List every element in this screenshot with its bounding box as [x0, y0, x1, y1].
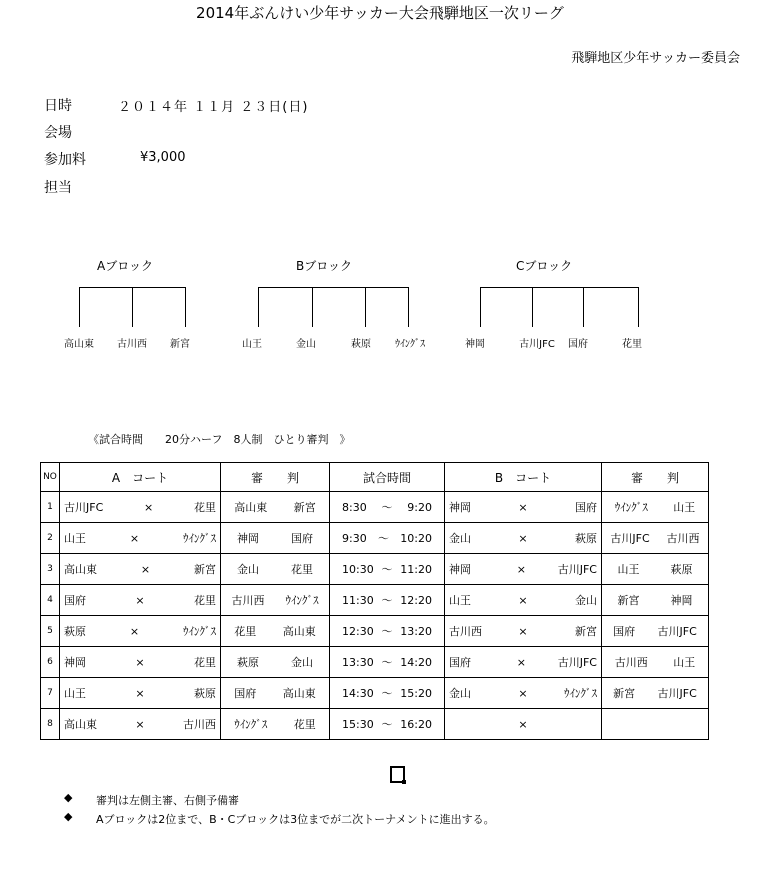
a-away-team: ｳｲﾝｸﾞｽ — [183, 532, 216, 545]
time-end: 16:20 — [400, 717, 432, 731]
b-main-referee: ｳｲﾝｸﾞｽ — [614, 501, 648, 514]
time-end: 9:20 — [407, 500, 432, 514]
a-away-team: 新宮 — [194, 563, 216, 576]
table-row — [41, 554, 709, 585]
vs-mark: × — [135, 717, 145, 731]
b-court-match — [445, 647, 602, 678]
a-main-referee: 金山 — [237, 563, 259, 576]
time-tilde: ～ — [381, 501, 393, 514]
header-no: NO — [41, 463, 60, 492]
row-number: 6 — [41, 647, 60, 678]
block-a-team: 高山東 — [64, 339, 94, 350]
block-c-team: 神岡 — [465, 339, 485, 350]
a-away-team: 花里 — [194, 656, 216, 669]
match-time — [330, 492, 445, 523]
a-away-team: 花里 — [193, 501, 216, 514]
time-tilde: ～ — [378, 532, 389, 545]
b-away-team: 国府 — [575, 501, 597, 514]
a-court-match — [60, 492, 221, 523]
row-number: 5 — [41, 616, 60, 647]
a-court-match — [60, 678, 221, 709]
a-main-referee: 花里 — [234, 625, 257, 638]
header-b-court: B コート — [445, 463, 602, 492]
b-home-team: 神岡 — [449, 501, 471, 514]
block-c-leg — [532, 287, 533, 327]
block-c-team: 国府 — [568, 339, 588, 350]
table-row — [41, 709, 709, 740]
a-main-referee: 高山東 — [234, 501, 268, 514]
time-start: 12:30 — [342, 624, 374, 638]
time-end: 13:20 — [400, 624, 432, 638]
a-home-team: 山王 — [64, 532, 86, 545]
block-b-team: 金山 — [296, 339, 316, 350]
time-tilde: ～ — [381, 687, 393, 700]
b-home-team: 神岡 — [449, 563, 471, 576]
vs-mark: × — [129, 624, 140, 638]
b-away-team: 新宮 — [575, 625, 597, 638]
info-label-venue: 会場 — [44, 125, 72, 141]
a-away-team: 萩原 — [194, 687, 216, 700]
time-tilde: ～ — [381, 718, 393, 731]
vs-mark: × — [518, 686, 528, 700]
vs-mark: × — [129, 531, 140, 545]
table-row — [41, 523, 709, 554]
time-tilde: ～ — [381, 656, 393, 669]
info-label-date: 日時 — [44, 98, 72, 114]
a-court-match — [60, 523, 221, 554]
block-b-team: 山王 — [242, 339, 262, 350]
vs-mark: × — [516, 655, 526, 669]
b-home-team: 古川西 — [449, 625, 482, 638]
block-b-leg — [312, 287, 313, 327]
block-c-leg — [583, 287, 584, 327]
block-b-title: Bブロック — [296, 259, 352, 273]
a-court-match — [60, 554, 221, 585]
time-start: 15:30 — [342, 717, 374, 731]
block-b-bar — [258, 287, 409, 288]
block-a-leg — [79, 287, 80, 327]
vs-mark: × — [518, 500, 528, 514]
vs-mark: × — [135, 655, 145, 669]
vs-mark: × — [135, 593, 145, 607]
row-number: 8 — [41, 709, 60, 740]
time-end: 14:20 — [400, 655, 432, 669]
match-time — [330, 616, 445, 647]
a-sub-referee: 花里 — [291, 563, 313, 576]
a-referees — [221, 585, 330, 616]
time-end: 10:20 — [400, 531, 432, 545]
vs-mark: × — [140, 562, 151, 576]
b-court-match — [445, 616, 602, 647]
vs-mark: × — [518, 717, 528, 731]
block-b-leg — [258, 287, 259, 327]
row-number: 4 — [41, 585, 60, 616]
block-c-team: 古川JFC — [519, 339, 555, 350]
vs-mark: × — [518, 593, 528, 607]
info-value-date: ２０１４年 １１月 ２３日(日) — [118, 100, 309, 115]
time-start: 9:30 — [342, 531, 367, 545]
block-b-team: ｳｲﾝｸﾞｽ — [395, 339, 425, 350]
a-home-team: 神岡 — [64, 656, 86, 669]
a-referees — [221, 492, 330, 523]
a-sub-referee: 高山東 — [282, 687, 316, 700]
block-c-leg — [480, 287, 481, 327]
time-end: 12:20 — [400, 593, 432, 607]
time-start: 10:30 — [342, 562, 374, 576]
a-home-team: 国府 — [64, 594, 86, 607]
a-referees — [221, 709, 330, 740]
a-main-referee: 古川西 — [231, 594, 265, 607]
block-c-bar — [480, 287, 639, 288]
time-start: 11:30 — [342, 593, 374, 607]
a-home-team: 古川JFC — [64, 501, 104, 514]
b-main-referee: 山王 — [617, 563, 640, 576]
b-main-referee: 新宮 — [613, 687, 636, 700]
match-time — [330, 678, 445, 709]
a-court-match — [60, 647, 221, 678]
b-referees — [602, 616, 709, 647]
note-advance: Aブロックは2位まで、B・Cブロックは3位までが二次トーナメントに進出する。 — [96, 813, 495, 826]
block-a-title: Aブロック — [97, 259, 153, 273]
b-sub-referee: 山王 — [673, 656, 696, 669]
b-sub-referee: 古川JFC — [657, 687, 697, 700]
b-away-team: 金山 — [575, 594, 597, 607]
match-time — [330, 523, 445, 554]
match-format-note: 《試合時間 20分ハーフ 8人制 ひとり審判 》 — [88, 433, 351, 446]
a-away-team: 古川西 — [183, 718, 216, 731]
block-a-leg — [185, 287, 186, 327]
time-tilde: ～ — [381, 563, 393, 576]
table-row — [41, 492, 709, 523]
a-referees — [221, 616, 330, 647]
row-number: 1 — [41, 492, 60, 523]
b-main-referee: 新宮 — [617, 594, 640, 607]
b-sub-referee: 古川西 — [666, 532, 700, 545]
table-header-row — [41, 463, 709, 492]
b-court-match — [445, 678, 602, 709]
b-home-team: 金山 — [449, 687, 471, 700]
info-value-fee: ¥3,000 — [140, 150, 186, 165]
header-a-court: A コート — [60, 463, 221, 492]
table-row — [41, 678, 709, 709]
header-referee-a: 審 判 — [221, 463, 330, 492]
match-time — [330, 647, 445, 678]
b-sub-referee: 神岡 — [670, 594, 693, 607]
header-time: 試合時間 — [330, 463, 445, 492]
bullet-icon: ◆ — [64, 810, 73, 823]
row-number: 3 — [41, 554, 60, 585]
b-away-team: 古川JFC — [557, 656, 597, 669]
a-home-team: 山王 — [64, 687, 86, 700]
block-c-leg — [638, 287, 639, 327]
a-home-team: 萩原 — [64, 625, 86, 638]
info-label-staff: 担当 — [44, 180, 72, 196]
a-sub-referee: 国府 — [291, 532, 313, 545]
a-court-match — [60, 709, 221, 740]
b-home-team: 金山 — [449, 532, 471, 545]
schedule-body — [41, 492, 709, 740]
row-number: 7 — [41, 678, 60, 709]
a-court-match — [60, 585, 221, 616]
b-main-referee: 古川西 — [614, 656, 648, 669]
block-a-team: 古川西 — [117, 339, 147, 350]
a-home-team: 高山東 — [64, 718, 97, 731]
a-referees — [221, 554, 330, 585]
a-referees — [221, 678, 330, 709]
a-court-match — [60, 616, 221, 647]
b-court-match — [445, 554, 602, 585]
a-main-referee: ｳｲﾝｸﾞｽ — [234, 718, 268, 731]
block-b-leg — [408, 287, 409, 327]
organizer: 飛騨地区少年サッカー委員会 — [571, 51, 740, 66]
a-sub-referee: 高山東 — [282, 625, 316, 638]
info-label-fee: 参加料 — [44, 152, 86, 168]
document-title: 2014年ぶんけい少年サッカー大会飛騨地区一次リーグ — [196, 4, 564, 22]
b-referees — [602, 647, 709, 678]
block-b-leg — [365, 287, 366, 327]
b-court-match — [445, 585, 602, 616]
b-referees — [602, 585, 709, 616]
table-row — [41, 647, 709, 678]
vs-mark: × — [144, 500, 154, 514]
a-main-referee: 萩原 — [237, 656, 259, 669]
time-start: 13:30 — [342, 655, 374, 669]
vs-mark: × — [516, 562, 526, 576]
a-referees — [221, 523, 330, 554]
block-c-team: 花里 — [622, 339, 642, 350]
block-c-title: Cブロック — [516, 259, 573, 273]
match-time — [330, 554, 445, 585]
header-referee-b: 審 判 — [602, 463, 709, 492]
a-home-team: 高山東 — [64, 563, 97, 576]
a-sub-referee: 金山 — [291, 656, 313, 669]
match-time — [330, 585, 445, 616]
b-home-team: 国府 — [449, 656, 471, 669]
bullet-icon: ◆ — [64, 791, 73, 804]
block-a-leg — [132, 287, 133, 327]
b-referees — [602, 492, 709, 523]
time-tilde: ～ — [381, 594, 393, 607]
time-start: 14:30 — [342, 686, 374, 700]
square-marker — [390, 766, 405, 783]
b-court-match — [445, 523, 602, 554]
b-sub-referee: 萩原 — [670, 563, 693, 576]
a-sub-referee: ｳｲﾝｸﾞｽ — [285, 594, 319, 607]
b-sub-referee: 古川JFC — [657, 625, 697, 638]
a-away-team: 花里 — [194, 594, 216, 607]
time-end: 15:20 — [400, 686, 432, 700]
b-main-referee: 国府 — [613, 625, 636, 638]
a-away-team: ｳｲﾝｸﾞｽ — [183, 625, 216, 638]
vs-mark: × — [518, 624, 528, 638]
b-away-team: 古川JFC — [557, 563, 597, 576]
b-court-match — [445, 492, 602, 523]
b-away-team: ｳｲﾝｸﾞｽ — [564, 687, 597, 700]
b-main-referee: 古川JFC — [610, 532, 650, 545]
vs-mark: × — [135, 686, 145, 700]
vs-mark: × — [518, 531, 528, 545]
a-referees — [221, 647, 330, 678]
block-a-team: 新宮 — [170, 339, 190, 350]
time-end: 11:20 — [400, 562, 432, 576]
b-referees — [602, 678, 709, 709]
time-start: 8:30 — [342, 500, 367, 514]
a-main-referee: 国府 — [234, 687, 257, 700]
b-referees — [602, 523, 709, 554]
b-away-team: 萩原 — [575, 532, 597, 545]
block-b-team: 萩原 — [351, 339, 371, 350]
note-referee: 審判は左側主審、右側予備審 — [96, 794, 239, 807]
table-row — [41, 585, 709, 616]
schedule-table — [40, 462, 709, 740]
b-referees — [602, 709, 709, 740]
a-sub-referee: 花里 — [293, 718, 316, 731]
table-row — [41, 616, 709, 647]
b-home-team: 山王 — [449, 594, 471, 607]
match-time — [330, 709, 445, 740]
time-tilde: ～ — [381, 625, 393, 638]
b-court-match — [445, 709, 602, 740]
b-referees — [602, 554, 709, 585]
a-sub-referee: 新宮 — [293, 501, 316, 514]
a-main-referee: 神岡 — [237, 532, 259, 545]
row-number: 2 — [41, 523, 60, 554]
b-sub-referee: 山王 — [673, 501, 696, 514]
